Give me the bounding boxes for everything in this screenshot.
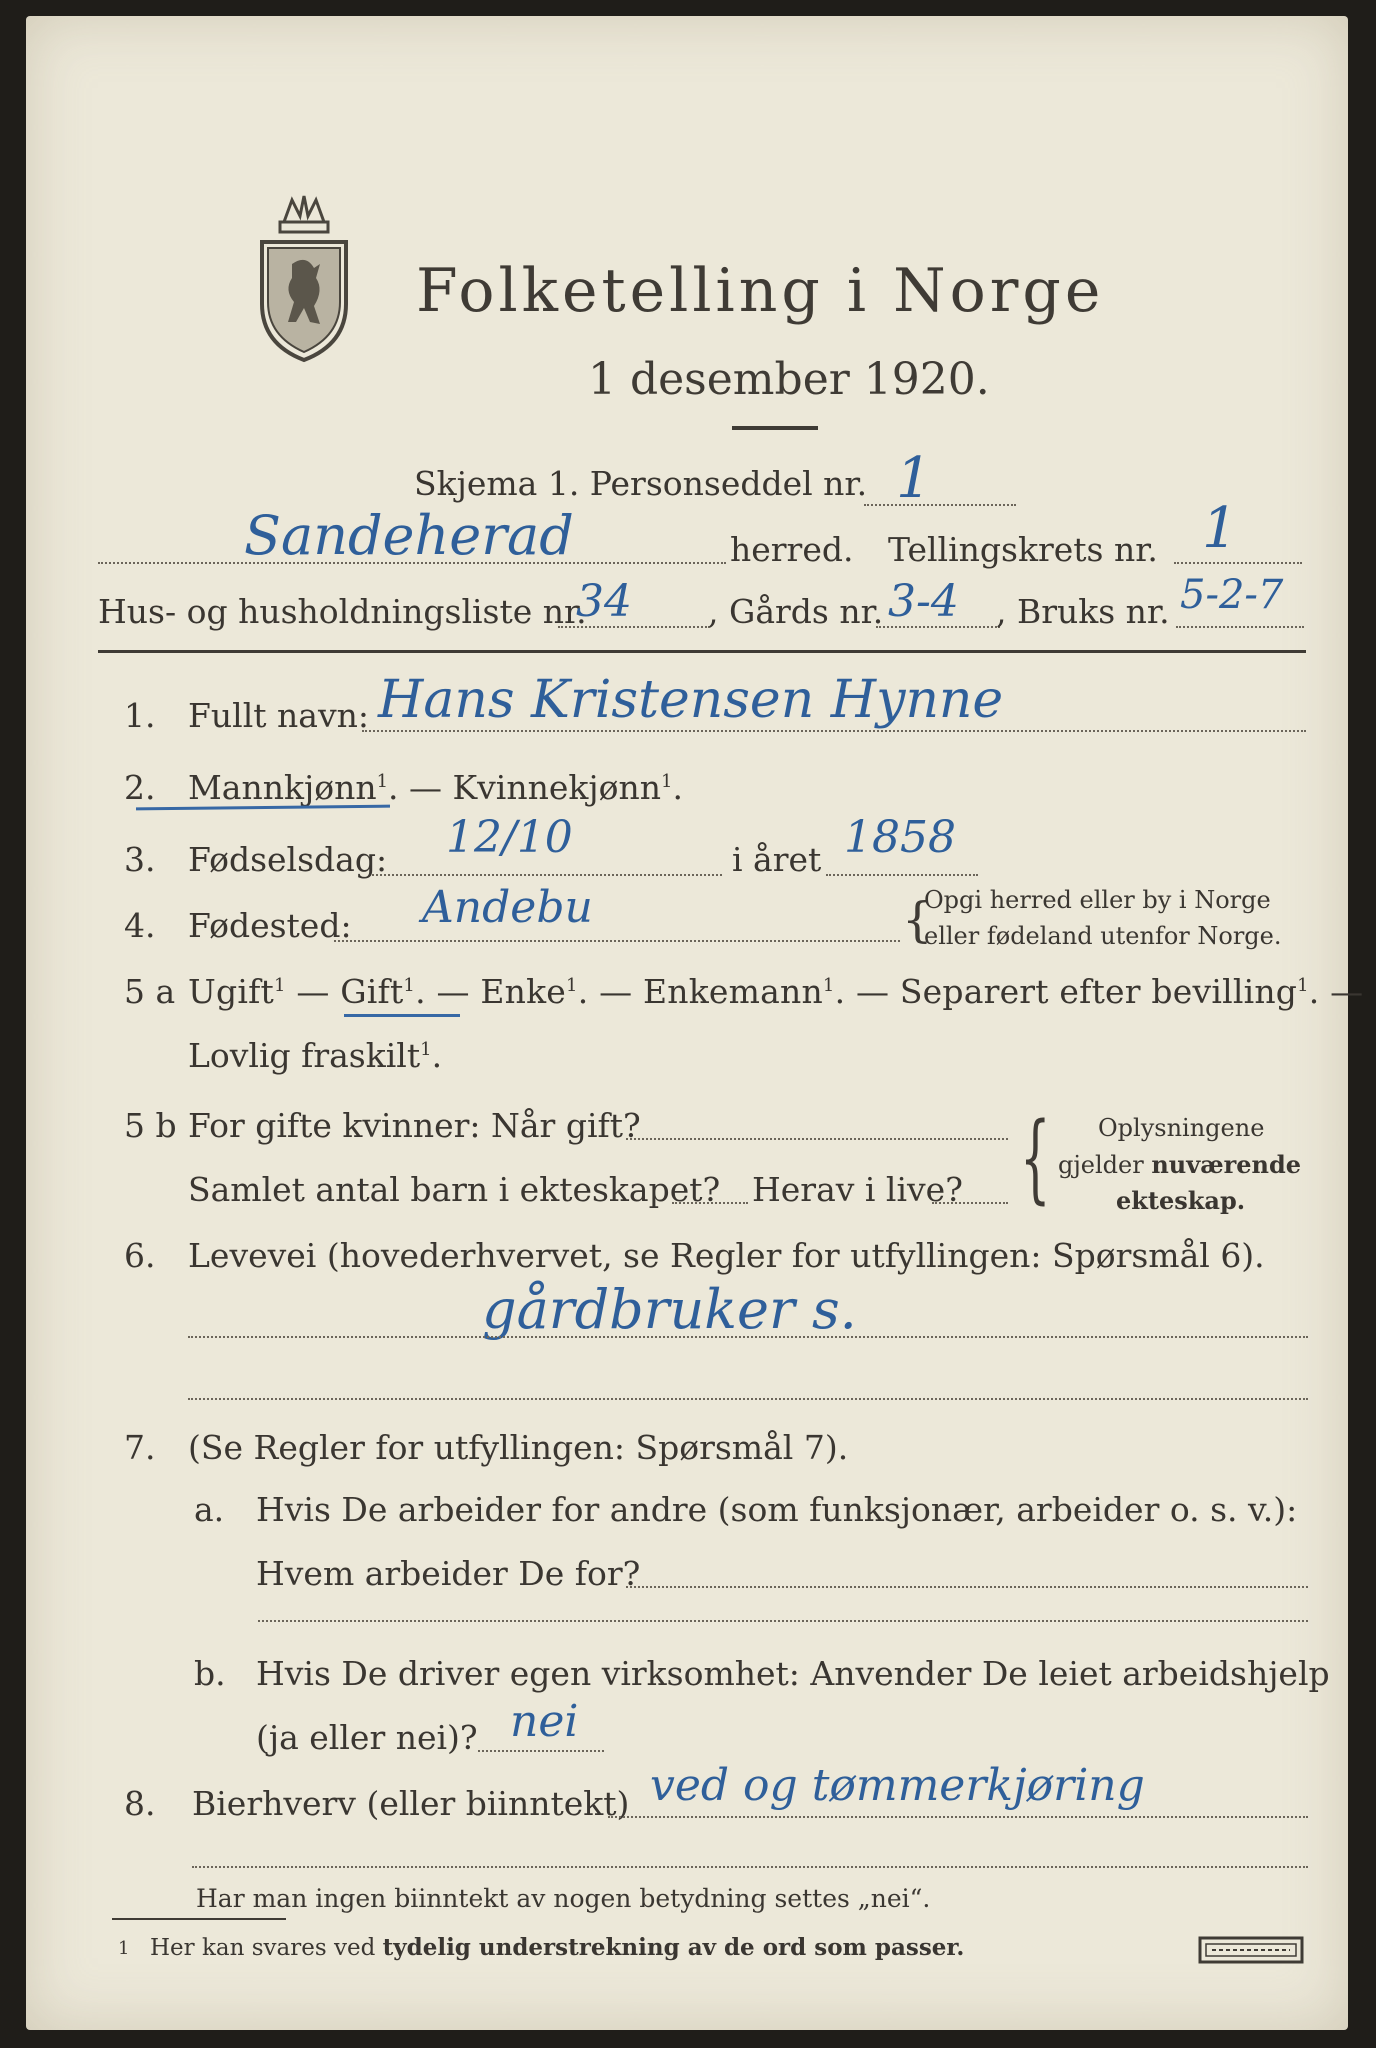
female-option[interactable]: Kvinnekjønn (452, 768, 662, 807)
title-divider (732, 426, 818, 430)
lovlig-line: Lovlig fraskilt$^1$. (188, 1036, 443, 1075)
q7a-label: Hvis De arbeider for andre (som funksjonær, arbeider o. s. v.): (256, 1490, 1298, 1529)
hired-help-value[interactable]: nei (510, 1696, 579, 1747)
q3-number: 3. (124, 840, 156, 879)
q5b-brace: { (1020, 1102, 1051, 1214)
footnote-mark: 1 (118, 1938, 130, 1959)
bruks-value[interactable]: 5-2-7 (1180, 572, 1284, 618)
footnote-rule (112, 1918, 286, 1920)
enkemann-option[interactable]: Enkemann (642, 972, 823, 1011)
bruks-label: , Bruks nr. (996, 592, 1170, 631)
male-underline (136, 805, 390, 811)
gift-underline (344, 1014, 460, 1017)
q7b-letter: b. (194, 1654, 226, 1693)
herred-label: herred. (730, 530, 854, 569)
printer-stamp-icon (1198, 1936, 1304, 1964)
employer-line-1 (626, 1586, 1308, 1588)
side-income-line-2 (192, 1866, 1308, 1868)
sex-options: Mannkjønn$^1$. — Kvinnekjønn$^1$. (188, 768, 683, 807)
header-rule (98, 650, 1306, 653)
birthday-value[interactable]: 12/10 (446, 812, 573, 863)
q7-number: 7. (124, 1428, 156, 1467)
birth-year-value[interactable]: 1858 (844, 812, 956, 863)
separert-option[interactable]: Separert efter bevilling (899, 972, 1298, 1011)
married-when-label: For gifte kvinner: Når gift? (188, 1106, 641, 1145)
birthplace-line (334, 940, 900, 942)
tellingskrets-line (1174, 562, 1302, 564)
footnote-text: Her kan svares ved tydelig understrekning av de ord som passer. (150, 1934, 965, 1961)
lovlig-option[interactable]: Lovlig fraskilt (188, 1036, 421, 1075)
marital-status-options: Ugift$^1$ — Gift$^1$. — Enke$^1$. — Enkemann$^1$. — Separert efter bevilling$^1$. — (188, 972, 1364, 1011)
no-income-note: Har man ingen biinntekt av nogen betydning settes „nei“. (196, 1884, 931, 1913)
employer-label: Hvem arbeider De for? (256, 1554, 641, 1593)
q3-label: Fødselsdag: (188, 840, 388, 879)
birthday-line (372, 874, 722, 876)
q4-label: Fødested: (188, 906, 352, 945)
occupation-value[interactable]: gårdbruker s. (482, 1278, 857, 1341)
married-when-line (626, 1138, 1008, 1140)
tellingskrets-label: Tellingskrets nr. (888, 530, 1158, 569)
schema-label: Skjema 1. Personseddel nr. (414, 464, 868, 503)
q7b-label: Hvis De driver egen virksomhet: Anvender De leiet arbeidshjelp (256, 1654, 1330, 1693)
q1-number: 1. (124, 696, 156, 735)
hired-help-line (478, 1750, 604, 1752)
q4-number: 4. (124, 906, 156, 945)
q8-label: Bierhverv (eller biinntekt) (192, 1784, 630, 1823)
gards-label: , Gårds nr. (708, 592, 884, 631)
household-list-value[interactable]: 34 (576, 576, 632, 627)
current-marriage-note-2: gjelder nuværende (1058, 1150, 1302, 1179)
q6-number: 6. (124, 1236, 156, 1275)
side-income-value[interactable]: ved og tømmerkjøring (650, 1760, 1145, 1811)
form-title: Folketelling i Norge (416, 256, 1105, 326)
q1-label: Fullt navn: (188, 696, 369, 735)
coat-of-arms-icon (254, 194, 354, 364)
q8-number: 8. (124, 1784, 156, 1823)
full-name-value[interactable]: Hans Kristensen Hynne (378, 670, 1004, 730)
year-label: i året (732, 840, 822, 879)
occupation-line-1 (188, 1336, 1308, 1338)
occupation-line-2 (188, 1398, 1308, 1400)
q6-label: Levevei (hovederhvervet, se Regler for utfyllingen: Spørsmål 6). (188, 1236, 1265, 1275)
hired-help-label: (ja eller nei)? (256, 1718, 478, 1757)
enke-option[interactable]: Enke (480, 972, 567, 1011)
living-line (932, 1202, 1008, 1204)
ugift-option[interactable]: Ugift (188, 972, 274, 1011)
children-label: Samlet antal barn i ekteskapet? (188, 1170, 721, 1209)
schema-number-line (864, 504, 1016, 506)
herred-value[interactable]: Sandeherad (244, 504, 574, 567)
birth-year-line (826, 874, 978, 876)
q4-brace: { (902, 892, 933, 948)
employer-line-2 (258, 1620, 1308, 1622)
current-marriage-note-1: Oplysningene (1098, 1114, 1265, 1142)
living-label: Herav i live? (752, 1170, 963, 1209)
side-income-line (608, 1816, 1308, 1818)
current-marriage-note-3: ekteskap. (1116, 1186, 1246, 1215)
q5b-number: 5 b (124, 1106, 177, 1145)
birthplace-value[interactable]: Andebu (422, 882, 593, 933)
male-option[interactable]: Mannkjønn (188, 768, 377, 807)
birthplace-note-1: Opgi herred eller by i Norge (924, 886, 1271, 914)
tellingskrets-value[interactable]: 1 (1202, 496, 1238, 561)
gift-option[interactable]: Gift (340, 972, 404, 1011)
full-name-line (362, 730, 1306, 732)
birthplace-note-2: eller fødeland utenfor Norge. (924, 922, 1282, 950)
children-line (672, 1202, 748, 1204)
census-date: 1 desember 1920. (588, 354, 990, 405)
household-list-label: Hus- og husholdningsliste nr. (98, 592, 587, 631)
census-form (26, 16, 1364, 2030)
q5a-number: 5 a (124, 972, 176, 1011)
schema-number-value[interactable]: 1 (896, 446, 932, 511)
q7-label: (Se Regler for utfyllingen: Spørsmål 7). (188, 1428, 849, 1467)
q7a-letter: a. (194, 1490, 225, 1529)
gards-value[interactable]: 3-4 (888, 576, 959, 627)
bruks-line (1176, 626, 1304, 628)
q2-number: 2. (124, 768, 156, 807)
